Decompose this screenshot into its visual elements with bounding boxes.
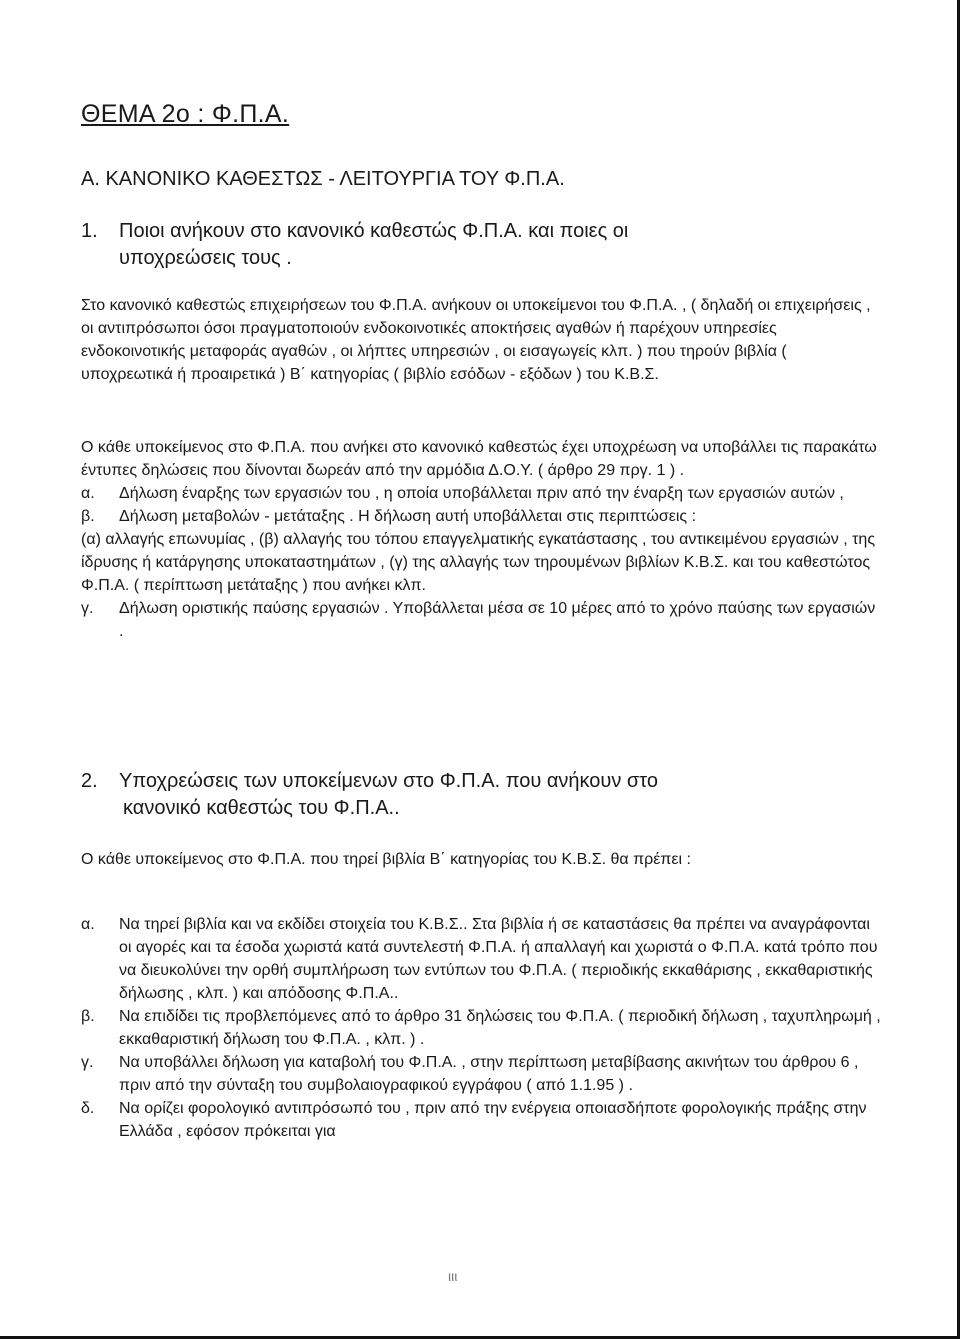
list2-item-c-text: Να υποβάλλει δήλωση για καταβολή του Φ.Π.Α. , στην περίπτωση μεταβίβασης ακινήτων του άρθρου 6 , πριν από την σύνταξη του συμβολαιογραφικού εγγράφου ( από 1.1.95 ) .: [119, 1054, 859, 1094]
list2-item-a-text: Να τηρεί βιβλία και να εκδίδει στοιχεία του Κ.Β.Σ.. Στα βιβλία ή σε καταστάσεις θα πρέπει να αναγράφονται οι αγορές και τα έσοδα χωριστά κατά συντελεστή Φ.Π.Α. ή απαλλαγή και χωριστά ο Φ.Π.Α. κατά τρόπο που να διευκολύνει την ορθή συμπλήρωση των εντύπων του Φ.Π.Α. ( περιοδικής εκκαθάρισης , εκκαθαριστικής δήλωσης , κλπ. ) και απόδοσης Φ.Π.Α..: [119, 916, 878, 1002]
list2-item-b-text: Να επιδίδει τις προβλεπόμενες από το άρθρο 31 δηλώσεις του Φ.Π.Α. ( περιοδική δήλωση , ταχυπληρωμή , εκκαθαριστική δήλωση του Φ.Π.Α. , κλπ. ) .: [119, 1008, 881, 1048]
list2-item-d-marker: δ.: [81, 1100, 95, 1117]
question-2-line2: κανονικό καθεστώς του Φ.Π.Α..: [123, 797, 400, 819]
question-2-number: 2.: [81, 770, 98, 792]
question-1-line2: υποχρεώσεις τους .: [119, 247, 292, 269]
list2-item-c: [81, 1051, 881, 1097]
list2-item-d-text: Να ορίζει φορολογικό αντιπρόσωπό του , πριν από την ενέργεια οποιασδήποτε φορολογικής πράξης στην Ελλάδα , εφόσον πρόκειται για: [119, 1100, 867, 1140]
paragraph-2-block: [81, 436, 881, 643]
list1-item-c: [81, 597, 881, 643]
question-1-heading: [81, 218, 841, 272]
paragraph-4: Ο κάθε υποκείμενος στο Φ.Π.Α. που τηρεί βιβλία Β΄ κατηγορίας του Κ.Β.Σ. θα πρέπει :: [81, 851, 691, 868]
list2-item-c-marker: γ.: [81, 1054, 94, 1071]
list1-item-c-marker: γ.: [81, 600, 94, 617]
paragraph-3: (α) αλλαγής επωνυμίας , (β) αλλαγής του τόπου επαγγελματικής εγκατάστασης , του αντικειμένου εργασιών , της ίδρυσης ή κατάργησης υποκαταστημάτων , (γ) της αλλαγής των τηρουμένων βιβλίων Κ.Β.Σ. και του καθεστώτος Φ.Π.Α. ( περίπτωση μετάταξης ) που ανήκει κλπ.: [81, 531, 876, 594]
list1-item-a-text: Δήλωση έναρξης των εργασιών του , η οποία υποβάλλεται πριν από την έναρξη των εργασιών αυτών ,: [119, 485, 844, 502]
list2-item-a-marker: α.: [81, 916, 95, 933]
paragraph-2: Ο κάθε υποκείμενος στο Φ.Π.Α. που ανήκει στο κανονικό καθεστώς έχει υποχρέωση να υποβάλλει τις παρακάτω έντυπες δηλώσεις που δίνονται δωρεάν από την αρμόδια Δ.Ο.Υ. ( άρθρο 29 πργ. 1 ) .: [81, 439, 877, 479]
page-number-mark: ιιι: [448, 1268, 458, 1284]
list2-item-b: [81, 1005, 881, 1051]
list1-item-b-text: Δήλωση μεταβολών - μετάταξης . Η δήλωση αυτή υποβάλλεται στις περιπτώσεις :: [119, 508, 697, 525]
obligations-list: [81, 913, 881, 1143]
paragraph-1: Στο κανονικό καθεστώς επιχειρήσεων του Φ.Π.Α. ανήκουν οι υποκείμενοι του Φ.Π.Α. , ( δηλαδή οι επιχειρήσεις , οι αντιπρόσωποι όσοι πραγματοποιούν ενδοκοινοτικές αποκτήσεις αγαθών ή παρέχουν υπηρεσίες ενδοκοινοτικής μεταφοράς αγαθών , οι λήπτες υπηρεσιών , οι εισαγωγείς κλπ. ) που τηρούν βιβλία ( υποχρεωτικά ή προαιρετικά ) Β΄ κατηγορίας ( βιβλίο εσόδων - εξόδων ) του Κ.Β.Σ.: [81, 297, 871, 383]
list2-item-d: [81, 1097, 881, 1143]
list2-item-b-marker: β.: [81, 1008, 95, 1025]
page-title: ΘΕΜΑ 2ο : Φ.Π.Α.: [81, 100, 290, 128]
list1-item-c-text: Δήλωση οριστικής παύσης εργασιών . Υποβάλλεται μέσα σε 10 μέρες από το χρόνο παύσης των εργασιών .: [119, 600, 876, 640]
section-heading-a: Α. ΚΑΝΟΝΙΚΟ ΚΑΘΕΣΤΩΣ - ΛΕΙΤΟΥΡΓΙΑ ΤΟΥ Φ.Π.Α.: [81, 168, 565, 190]
paragraph-4-block: [81, 848, 881, 871]
list2-item-a: [81, 913, 881, 1005]
paragraph-1-block: [81, 294, 881, 386]
list1-item-b: [81, 505, 881, 528]
question-2-line1: Υποχρεώσεις των υποκείμενων στο Φ.Π.Α. που ανήκουν στο: [119, 770, 658, 792]
list1-item-b-marker: β.: [81, 508, 95, 525]
list1-item-a-marker: α.: [81, 485, 95, 502]
question-1-line1: Ποιοι ανήκουν στο κανονικό καθεστώς Φ.Π.Α. και ποιες οι: [119, 220, 629, 242]
list1-item-a: [81, 482, 881, 505]
question-2-heading: [81, 768, 841, 822]
question-1-number: 1.: [81, 220, 98, 242]
